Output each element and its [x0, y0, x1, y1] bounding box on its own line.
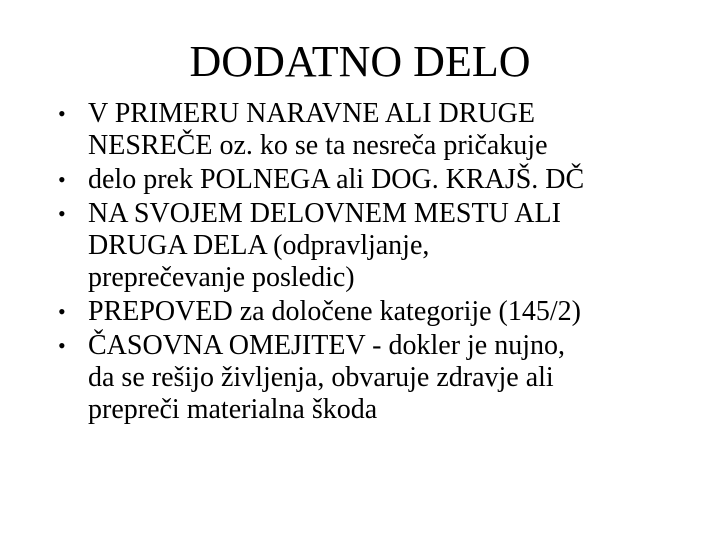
bullet-text-line: NA SVOJEM DELOVNEM MESTU ALI: [88, 198, 561, 229]
bullet-dot-icon: •: [58, 101, 66, 126]
bullet-text-line: delo prek POLNEGA ali DOG. KRAJŠ. DČ: [88, 164, 585, 195]
bullet-item: [58, 198, 678, 294]
slide-title: DODATNO DELO: [189, 37, 531, 86]
bullet-dot-icon: •: [58, 201, 66, 226]
bullet-item: [58, 330, 678, 426]
bullet-text-line: preprečevanje posledic): [88, 262, 355, 293]
bullet-text-line: ČASOVNA OMEJITEV - dokler je nujno,: [88, 330, 566, 361]
bullet-text-line: V PRIMERU NARAVNE ALI DRUGE: [88, 98, 536, 129]
bullet-dot-icon: •: [58, 167, 66, 192]
bullet-dot-icon: •: [58, 333, 66, 358]
bullet-text-line: prepreči materialna škoda: [88, 394, 378, 425]
bullet-text-line: DRUGA DELA (odpravljanje,: [88, 230, 430, 261]
bullet-text-line: NESREČE oz. ko se ta nesreča pričakuje: [88, 130, 548, 161]
bullet-item: [58, 296, 678, 328]
bullet-item: [58, 98, 678, 162]
bullet-text-line: da se rešijo življenja, obvaruje zdravje ali: [88, 362, 554, 393]
bullet-list: [58, 98, 678, 428]
bullet-text-line: PREPOVED za določene kategorije (145/2): [88, 296, 581, 327]
bullet-dot-icon: •: [58, 299, 66, 324]
bullet-item: [58, 164, 678, 196]
